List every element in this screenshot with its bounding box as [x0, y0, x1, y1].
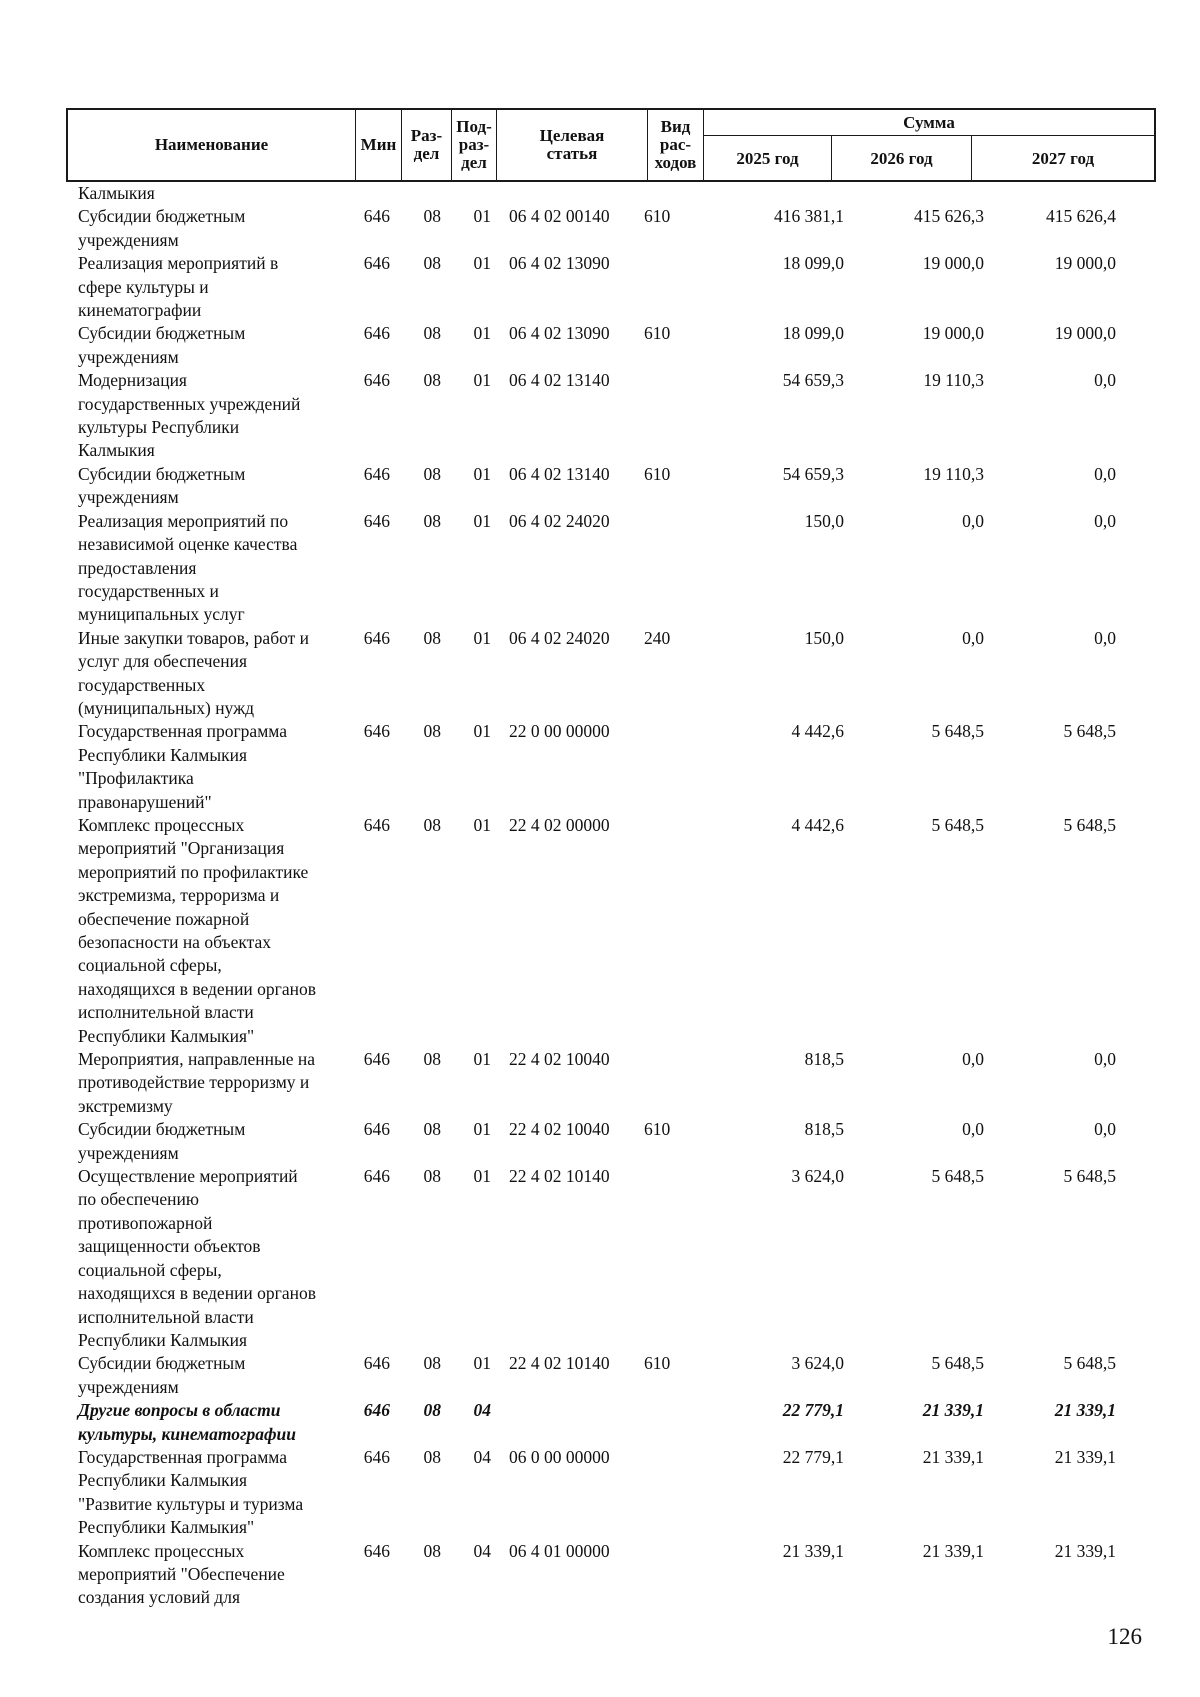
table-row	[66, 463, 1156, 510]
table-row	[66, 182, 1156, 205]
row-sum-2027: 0,0	[1094, 463, 1116, 484]
row-sum-2025: 4 442,6	[791, 814, 844, 835]
row-sum-2026: 21 339,1	[922, 1400, 984, 1421]
row-razdel: 08	[423, 814, 441, 835]
header-name: Наименование	[68, 110, 356, 180]
row-razdel: 08	[423, 323, 441, 344]
row-razdel: 08	[423, 370, 441, 391]
row-name: Комплекс процессных мероприятий "Организация мероприятий по профилактике экстремизма, терроризма и обеспечение пожарной безопасности на объектах социальной сферы, находящихся в ведении органов исполнительной власти Республики Калмыкия"	[78, 814, 316, 1046]
table-row	[66, 814, 1156, 1048]
row-sum-2027: 21 339,1	[1054, 1400, 1116, 1421]
row-min: 646	[363, 1353, 390, 1374]
row-celevaya-statya: 06 0 00 00000	[509, 1446, 610, 1467]
row-name: Реализация мероприятий по независимой оценке качества предоставления государственных и муниципальных услуг	[78, 510, 298, 625]
row-min: 646	[363, 323, 390, 344]
row-name: Субсидии бюджетным учреждениям	[78, 206, 246, 250]
row-sum-2027: 5 648,5	[1063, 814, 1116, 835]
row-podrazdel: 01	[473, 370, 491, 391]
table-row	[66, 1352, 1156, 1399]
row-vid-rashodov: 610	[644, 1353, 671, 1374]
row-min: 646	[363, 463, 390, 484]
row-razdel: 08	[423, 253, 441, 274]
row-sum-2026: 19 000,0	[922, 323, 984, 344]
row-sum-2027: 0,0	[1094, 370, 1116, 391]
header-podrazdel: Под- раз- дел	[452, 110, 497, 180]
row-razdel: 08	[423, 1166, 441, 1187]
row-sum-2027: 19 000,0	[1054, 323, 1116, 344]
row-vid-rashodov	[634, 1048, 716, 1118]
table-row	[66, 1048, 1156, 1118]
row-podrazdel: 01	[473, 463, 491, 484]
row-name: Государственная программа Республики Калмыкия "Развитие культуры и туризма Республики Калмыкия"	[78, 1446, 304, 1538]
row-razdel: 08	[423, 1446, 441, 1467]
row-vid-rashodov: 610	[644, 463, 671, 484]
row-sum-2026: 0,0	[962, 1119, 984, 1140]
table-row	[66, 369, 1156, 463]
row-vid-rashodov	[634, 1446, 716, 1540]
row-sum-2026	[848, 182, 988, 205]
row-min	[354, 182, 392, 205]
table-row	[66, 252, 1156, 322]
table-header	[66, 108, 1156, 182]
table-row	[66, 322, 1156, 369]
row-podrazdel: 01	[473, 1119, 491, 1140]
table-row	[66, 1118, 1156, 1165]
header-summa: Сумма	[704, 110, 1154, 136]
row-sum-2027: 0,0	[1094, 1049, 1116, 1070]
row-celevaya-statya	[497, 1399, 634, 1446]
row-podrazdel: 01	[473, 721, 491, 742]
row-sum-2027: 21 339,1	[1054, 1446, 1116, 1467]
row-podrazdel: 01	[473, 1049, 491, 1070]
row-name: Калмыкия	[78, 183, 155, 203]
row-min: 646	[363, 721, 390, 742]
row-min: 646	[363, 1446, 390, 1467]
row-sum-2026: 5 648,5	[931, 721, 984, 742]
row-celevaya-statya: 06 4 02 13140	[509, 463, 610, 484]
row-min: 646	[363, 253, 390, 274]
row-name: Модернизация государственных учреждений культуры Республики Калмыкия	[78, 370, 301, 461]
row-min: 646	[363, 206, 390, 227]
row-vid-rashodov	[634, 182, 716, 205]
row-sum-2025: 818,5	[804, 1049, 844, 1070]
row-name: Комплекс процессных мероприятий "Обеспечение создания условий для	[78, 1540, 285, 1608]
header-razdel: Раз- дел	[402, 110, 452, 180]
table-row	[66, 205, 1156, 252]
row-sum-2027: 21 339,1	[1054, 1540, 1116, 1561]
row-podrazdel: 01	[473, 1353, 491, 1374]
row-min: 646	[363, 1049, 390, 1070]
row-sum-2026: 5 648,5	[931, 1353, 984, 1374]
row-sum-2026: 21 339,1	[922, 1446, 984, 1467]
row-vid-rashodov	[634, 1540, 716, 1610]
row-podrazdel: 01	[473, 627, 491, 648]
row-name: Реализация мероприятий в сфере культуры и кинематографии	[78, 253, 279, 321]
row-vid-rashodov	[634, 1399, 716, 1446]
row-sum-2027: 5 648,5	[1063, 721, 1116, 742]
row-min: 646	[363, 1166, 390, 1187]
table-row	[66, 1165, 1156, 1352]
row-sum-2027	[988, 182, 1120, 205]
row-min: 646	[363, 814, 390, 835]
row-sum-2026: 5 648,5	[931, 814, 984, 835]
row-name: Осуществление мероприятий по обеспечению противопожарной защищенности объектов социальной сферы, находящихся в ведении органов исполнительной власти Республики Калмыкия	[78, 1166, 316, 1350]
row-sum-2025: 18 099,0	[782, 323, 844, 344]
row-sum-2025: 818,5	[804, 1119, 844, 1140]
row-sum-2025: 3 624,0	[791, 1166, 844, 1187]
row-razdel: 08	[423, 1400, 441, 1421]
row-sum-2026: 19 110,3	[923, 370, 984, 391]
row-razdel	[392, 182, 449, 205]
row-celevaya-statya: 06 4 02 13090	[509, 253, 610, 274]
row-vid-rashodov	[634, 510, 716, 627]
row-name: Мероприятия, направленные на противодействие терроризму и экстремизму	[78, 1049, 316, 1116]
row-celevaya-statya	[497, 182, 634, 205]
row-min: 646	[363, 627, 390, 648]
row-sum-2026: 19 110,3	[923, 463, 984, 484]
row-min: 646	[363, 1400, 390, 1421]
row-razdel: 08	[423, 1049, 441, 1070]
row-name: Другие вопросы в области культуры, кинематографии	[78, 1400, 296, 1444]
row-podrazdel: 01	[473, 253, 491, 274]
table-row	[66, 720, 1156, 814]
row-sum-2027: 0,0	[1094, 510, 1116, 531]
row-celevaya-statya: 22 4 02 10040	[509, 1119, 610, 1140]
row-celevaya-statya: 22 4 02 10140	[509, 1353, 610, 1374]
row-sum-2025: 22 779,1	[782, 1446, 844, 1467]
row-vid-rashodov	[634, 1165, 716, 1352]
row-celevaya-statya: 06 4 01 00000	[509, 1540, 610, 1561]
row-celevaya-statya: 22 4 02 10140	[509, 1166, 610, 1187]
row-vid-rashodov	[634, 369, 716, 463]
row-sum-2025: 416 381,1	[774, 206, 844, 227]
row-vid-rashodov	[634, 252, 716, 322]
row-vid-rashodov	[634, 814, 716, 1048]
row-razdel: 08	[423, 1353, 441, 1374]
row-celevaya-statya: 06 4 02 00140	[509, 206, 610, 227]
row-celevaya-statya: 22 4 02 10040	[509, 1049, 610, 1070]
row-vid-rashodov: 610	[644, 323, 671, 344]
header-year-2026: 2026 год	[832, 136, 972, 182]
row-sum-2026: 21 339,1	[922, 1540, 984, 1561]
row-celevaya-statya: 22 4 02 00000	[509, 814, 610, 835]
row-sum-2025: 18 099,0	[782, 253, 844, 274]
table-row	[66, 510, 1156, 627]
table-row	[66, 627, 1156, 721]
row-min: 646	[363, 510, 390, 531]
row-sum-2025: 4 442,6	[791, 721, 844, 742]
row-sum-2027: 0,0	[1094, 627, 1116, 648]
row-name: Субсидии бюджетным учреждениям	[78, 1353, 246, 1397]
row-celevaya-statya: 06 4 02 24020	[509, 510, 610, 531]
row-name: Субсидии бюджетным учреждениям	[78, 463, 246, 508]
row-razdel: 08	[423, 206, 441, 227]
row-razdel: 08	[423, 1540, 441, 1561]
row-sum-2025: 3 624,0	[791, 1353, 844, 1374]
row-celevaya-statya: 06 4 02 24020	[509, 627, 610, 648]
row-podrazdel: 01	[473, 323, 491, 344]
row-sum-2025: 150,0	[804, 627, 844, 648]
row-podrazdel: 04	[473, 1446, 491, 1467]
row-podrazdel: 01	[473, 1166, 491, 1187]
row-sum-2026: 0,0	[962, 510, 984, 531]
row-razdel: 08	[423, 721, 441, 742]
row-name: Иные закупки товаров, работ и услуг для обеспечения государственных (муниципальных) нужд	[78, 627, 310, 718]
table-row	[66, 1399, 1156, 1446]
row-min: 646	[363, 1540, 390, 1561]
row-name: Субсидии бюджетным учреждениям	[78, 323, 246, 367]
row-sum-2027: 19 000,0	[1054, 253, 1116, 274]
row-sum-2026: 5 648,5	[931, 1166, 984, 1187]
row-sum-2026: 19 000,0	[922, 253, 984, 274]
row-sum-2025: 22 779,1	[782, 1400, 844, 1421]
row-name: Государственная программа Республики Калмыкия "Профилактика правонарушений"	[78, 721, 287, 812]
header-year-2027: 2027 год	[1031, 149, 1095, 168]
row-vid-rashodov: 240	[644, 627, 671, 648]
row-razdel: 08	[423, 510, 441, 531]
header-vid-rashodov: Вид рас- ходов	[648, 110, 704, 180]
row-podrazdel: 04	[473, 1540, 491, 1561]
row-sum-2025: 150,0	[804, 510, 844, 531]
row-sum-2026: 0,0	[962, 1049, 984, 1070]
row-podrazdel: 04	[473, 1400, 491, 1421]
row-vid-rashodov: 610	[644, 1119, 671, 1140]
row-sum-2026: 415 626,3	[914, 206, 984, 227]
row-razdel: 08	[423, 463, 441, 484]
row-celevaya-statya: 06 4 02 13090	[509, 323, 610, 344]
row-sum-2025: 54 659,3	[782, 370, 844, 391]
row-min: 646	[363, 1119, 390, 1140]
table-body	[66, 182, 1156, 1610]
header-celevaya-statya: Целевая статья	[497, 110, 648, 180]
table-row	[66, 1540, 1156, 1610]
row-celevaya-statya: 06 4 02 13140	[509, 370, 610, 391]
page-number: 126	[1107, 1624, 1142, 1649]
row-podrazdel: 01	[473, 206, 491, 227]
row-sum-2026: 0,0	[962, 627, 984, 648]
row-min: 646	[363, 370, 390, 391]
row-vid-rashodov	[634, 720, 716, 814]
row-vid-rashodov: 610	[644, 206, 671, 227]
table-row	[66, 1446, 1156, 1540]
row-sum-2025: 21 339,1	[782, 1540, 844, 1561]
header-year-2025: 2025 год	[704, 136, 832, 182]
row-name: Субсидии бюджетным учреждениям	[78, 1119, 246, 1163]
row-sum-2025: 54 659,3	[782, 463, 844, 484]
row-sum-2027: 5 648,5	[1063, 1166, 1116, 1187]
row-razdel: 08	[423, 627, 441, 648]
row-razdel: 08	[423, 1119, 441, 1140]
header-min: Мин	[356, 110, 402, 180]
row-sum-2027: 5 648,5	[1063, 1353, 1116, 1374]
row-celevaya-statya: 22 0 00 00000	[509, 721, 610, 742]
row-podrazdel: 01	[473, 510, 491, 531]
row-sum-2027: 415 626,4	[1046, 206, 1116, 227]
row-podrazdel	[449, 182, 497, 205]
row-podrazdel: 01	[473, 814, 491, 835]
row-sum-2025	[716, 182, 848, 205]
row-sum-2027: 0,0	[1094, 1119, 1116, 1140]
